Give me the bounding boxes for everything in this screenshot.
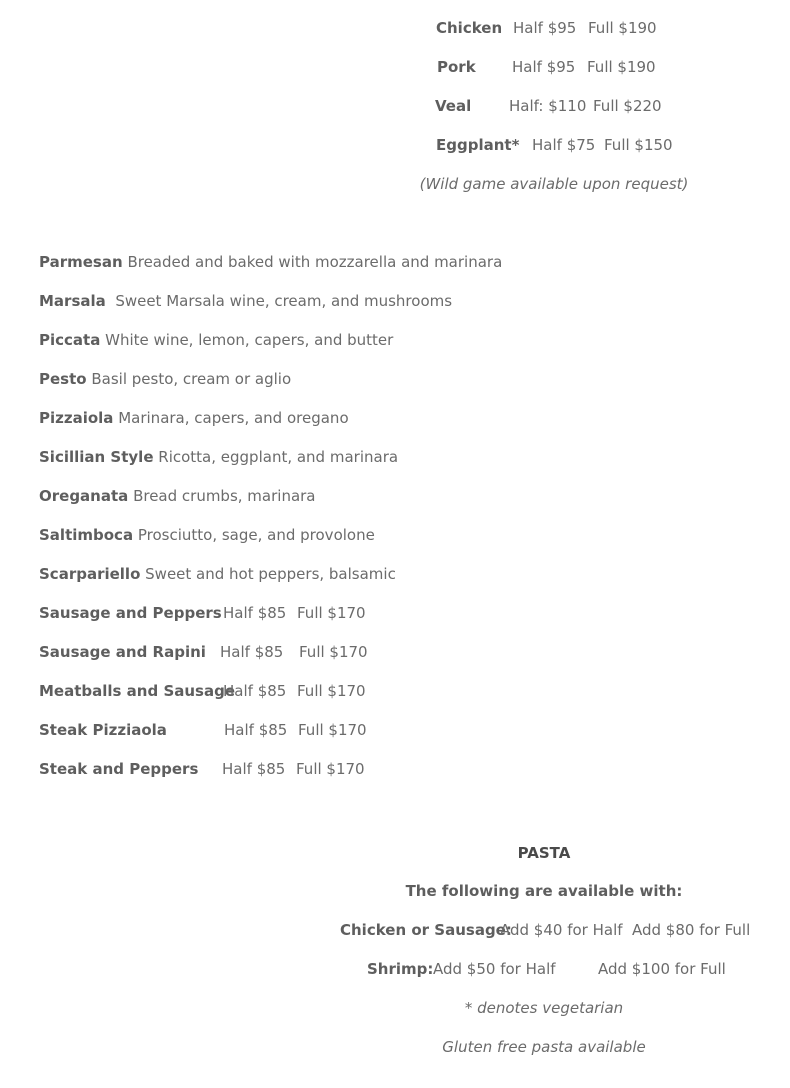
style-name: Scarpariello [39,565,141,583]
combo-name: Sausage and Rapini [39,643,206,661]
pasta-shrimp-label: Shrimp: [367,960,434,978]
style-desc: Breaded and baked with mozzarella and marinara [127,253,503,271]
combo-half: Half $85 [220,643,284,661]
pasta-shrimp-half: Add $50 for Half [433,960,556,978]
style-name: Pizzaiola [39,409,114,427]
combo-full: Full $170 [297,604,366,622]
combo-full: Full $170 [298,721,367,739]
style-desc: White wine, lemon, capers, and butter [105,331,394,349]
protein-name-eggplant: Eggplant* [436,136,520,154]
pasta-chicken-label: Chicken or Sausage: [340,921,512,939]
style-name: Piccata [39,331,101,349]
style-desc: Ricotta, eggplant, and marinara [158,448,399,466]
pasta-subtitle: The following are available with: [405,882,683,900]
combo-name: Steak and Peppers [39,760,199,778]
style-name: Pesto [39,370,87,388]
style-item [39,487,316,505]
combo-half: Half $85 [224,721,288,739]
combo-half: Half $85 [222,760,286,778]
wild-game-note: (Wild game available upon request) [419,175,689,193]
protein-name-pork: Pork [437,58,476,76]
protein-half-veal: Half: $110 [509,97,587,115]
protein-full-pork: Full $190 [587,58,656,76]
style-desc: Prosciutto, sage, and provolone [137,526,375,544]
combo-name: Steak Pizziaola [39,721,167,739]
style-desc: Basil pesto, cream or aglio [91,370,292,388]
protein-name-veal: Veal [435,97,472,115]
combo-full: Full $170 [299,643,368,661]
combo-half: Half $85 [223,682,287,700]
combo-half: Half $85 [223,604,287,622]
protein-full-eggplant: Full $150 [604,136,673,154]
style-name: Sicillian Style [39,448,154,466]
pasta-title: PASTA [517,844,571,862]
style-name: Oreganata [39,487,129,505]
style-item [39,409,349,427]
style-name: Marsala [39,292,106,310]
combo-name: Meatballs and Sausage [39,682,236,700]
style-item [39,448,398,466]
style-item [39,331,393,349]
protein-full-chicken: Full $190 [588,19,657,37]
style-item [39,565,396,583]
style-desc: Sweet and hot peppers, balsamic [145,565,396,583]
vegetarian-note: * denotes vegetarian [464,999,624,1017]
style-name: Saltimboca [39,526,134,544]
protein-half-pork: Half $95 [512,58,576,76]
pasta-chicken-full: Add $80 for Full [632,921,751,939]
protein-name-chicken: Chicken [436,19,503,37]
style-desc: Sweet Marsala wine, cream, and mushrooms [115,292,453,310]
combo-full: Full $170 [296,760,365,778]
pasta-shrimp-full: Add $100 for Full [598,960,726,978]
style-item [39,370,291,388]
style-desc: Marinara, capers, and oregano [118,409,349,427]
style-item [39,253,502,271]
combo-name: Sausage and Peppers [39,604,222,622]
combo-full: Full $170 [297,682,366,700]
style-desc: Bread crumbs, marinara [133,487,316,505]
protein-half-eggplant: Half $75 [532,136,596,154]
style-name: Parmesan [39,253,123,271]
style-item [39,292,452,310]
style-item [39,526,375,544]
protein-full-veal: Full $220 [593,97,662,115]
gluten-free-note: Gluten free pasta available [442,1038,646,1056]
pasta-chicken-half: Add $40 for Half [500,921,623,939]
protein-half-chicken: Half $95 [513,19,577,37]
